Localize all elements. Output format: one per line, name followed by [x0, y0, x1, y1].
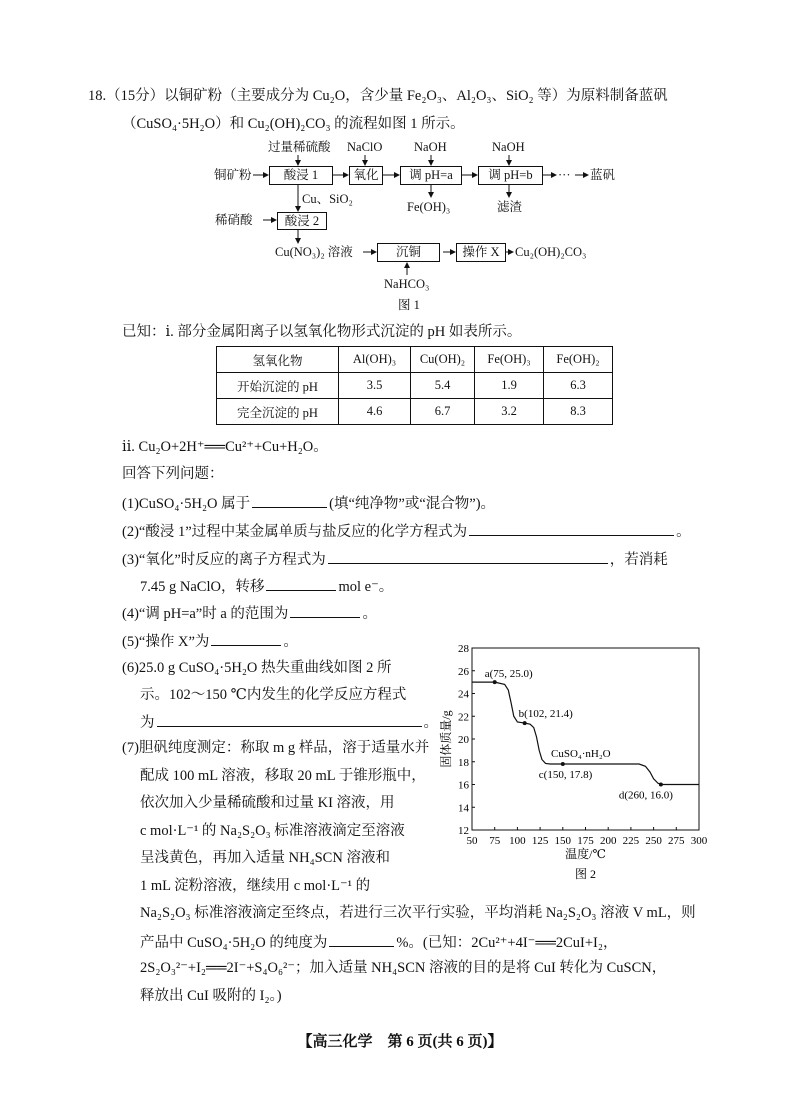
y-tick-label: 20: [458, 734, 469, 746]
plot-frame: [472, 648, 699, 830]
table-cell: 3.5: [339, 373, 411, 399]
figure-1-caption: 图 1: [398, 298, 420, 312]
question-text-segment: (4)“调 pH=a”时 a 的范围为: [122, 606, 289, 622]
question-line: [122, 630, 298, 652]
question-line: [122, 602, 377, 624]
question-text-segment: 。: [676, 524, 691, 540]
question-line: [140, 986, 282, 1006]
copper-nitrate-solution: Cu(NO₃)₂ 溶液: [275, 245, 353, 259]
table-row: [217, 373, 613, 399]
reagent-nitric-acid: 稀硝酸: [215, 213, 253, 227]
question-text-segment: 1 mL 淀粉溶液，继续用 c mol·L⁻¹ 的: [140, 878, 371, 894]
question-line: [140, 793, 395, 813]
question-text-segment: 。: [362, 606, 377, 622]
data-point: [493, 680, 497, 684]
table-cell: 3.2: [475, 399, 544, 425]
data-point: [561, 762, 565, 766]
answer-blank: [252, 492, 327, 508]
question-line: [140, 575, 393, 597]
data-label: d(260, 16.0): [618, 789, 673, 802]
y-tick-label: 26: [458, 665, 469, 678]
question-text-segment: (2)“酸浸 1”过程中某金属单质与盐反应的化学方程式为: [122, 524, 468, 540]
table-header: Fe(OH)₃: [475, 347, 544, 373]
mass-curve: [472, 682, 699, 784]
question-text-segment: 2S₂O₃²⁻+I₂══2I⁻+S₄O₆²⁻；加入适量 NH₄SCN 溶液的目的是将 CuI 转化为 CuSCN，: [140, 960, 667, 976]
table-cell: 4.6: [339, 399, 411, 425]
reagent-sulfuric-acid: 过量稀硫酸: [268, 140, 331, 154]
question-text-segment: 为: [140, 715, 155, 731]
question-line: [122, 658, 392, 678]
table-cell: 5.4: [411, 373, 475, 399]
x-tick-label: 75: [489, 835, 501, 847]
table-header: Fe(OH)₂: [544, 347, 613, 373]
y-tick-label: 16: [458, 779, 469, 792]
question-text-segment: 。: [283, 634, 298, 650]
question-text-segment: 回答下列问题：: [122, 466, 224, 482]
y-tick-label: 18: [458, 756, 469, 769]
answer-blank: [157, 711, 422, 727]
x-tick-label: 50: [466, 835, 478, 847]
box-acid-leach-2: 酸浸 2: [277, 212, 327, 230]
start-material: 铜矿粉: [214, 168, 252, 182]
reagent-naclo: NaClO: [347, 140, 383, 154]
question-text-segment: 配成 100 mL 溶液，移取 20 mL 于锥形瓶中，: [140, 768, 426, 784]
question-text-segment: (5)“操作 X”为: [122, 634, 210, 650]
question-text-segment: （CuSO₄·5H₂O）和 Cu₂(OH)₂CO₃ 的流程如图 1 所示。: [122, 116, 465, 132]
question-text-segment: 示。102～150 ℃内发生的化学反应方程式: [140, 687, 407, 703]
x-tick-label: 275: [668, 835, 685, 847]
data-label: c(150, 17.8): [538, 769, 593, 782]
table-cell: 8.3: [544, 399, 613, 425]
question-line: [122, 492, 495, 514]
table-header-row: [217, 347, 613, 373]
flowchart-arrows: [0, 0, 800, 320]
product-blue-vitriol: 蓝矾: [590, 168, 616, 182]
question-line: [140, 958, 666, 978]
question-line: [140, 711, 438, 733]
question-text-segment: 7.45 g NaClO，转移: [140, 579, 265, 595]
question-text-segment: 18.（15分）以铜矿粉（主要成分为 Cu₂O，含少量 Fe₂O₃、Al₂O₃、SiO₂ 等）为原料制备蓝矾: [88, 88, 668, 104]
answer-blank: [290, 602, 360, 618]
question-line: [140, 876, 370, 896]
table-cell: 6.3: [544, 373, 613, 399]
question-text-segment: 依次加入少量稀硫酸和过量 KI 溶液，用: [140, 795, 395, 811]
product-basic-copper-carbonate: Cu₂(OH)₂CO₃: [515, 245, 587, 259]
question-line: [122, 437, 328, 457]
data-point: [523, 721, 527, 725]
question-text-segment: ，若消耗: [609, 552, 668, 568]
x-tick-label: 250: [645, 835, 662, 847]
question-text-segment: ⅱ. Cu₂O+2H⁺══Cu²⁺+Cu+H₂O。: [122, 439, 328, 455]
question-text-segment: (3)“氧化”时反应的离子方程式为: [122, 552, 326, 568]
question-line: [122, 520, 691, 542]
table-cell: 开始沉淀的 pH: [217, 373, 339, 399]
answer-blank: [328, 548, 608, 564]
answer-blank: [329, 931, 394, 947]
question-text-segment: (7)胆矾纯度测定：称取 m g 样品，溶于适量水并: [122, 740, 430, 756]
data-point: [659, 783, 663, 787]
precipitate-feoh3: Fe(OH)₃: [407, 200, 451, 214]
reagent-naoh-1: NaOH: [414, 140, 447, 154]
question-line: [140, 685, 406, 705]
question-line: [122, 548, 668, 570]
figure-2-caption: 图 2: [574, 867, 597, 881]
y-tick-label: 12: [458, 825, 469, 837]
question-line: [140, 766, 426, 786]
answer-blank: [266, 575, 336, 591]
table-cell: 6.7: [411, 399, 475, 425]
x-tick-label: 300: [690, 835, 708, 847]
question-line: [140, 931, 617, 953]
table-row: [217, 399, 613, 425]
table-header: Cu(OH)₂: [411, 347, 475, 373]
x-tick-label: 225: [622, 835, 640, 847]
question-line: [140, 903, 696, 923]
question-line: [122, 464, 224, 484]
residue: 滤渣: [497, 200, 523, 214]
precipitation-ph-table: [216, 346, 613, 425]
answer-blank: [211, 630, 281, 646]
x-tick-label: 200: [599, 835, 617, 847]
question-text-segment: (1)CuSO₄·5H₂O 属于: [122, 496, 251, 512]
question-text-segment: 产品中 CuSO₄·5H₂O 的纯度为: [140, 935, 328, 951]
y-tick-label: 24: [458, 688, 469, 701]
page-footer: 【高三化学 第 6 页(共 6 页)】: [297, 1034, 503, 1050]
x-axis-label: 温度/℃: [565, 847, 606, 861]
question-text-segment: mol e⁻。: [338, 579, 394, 595]
data-label: a(75, 25.0): [484, 668, 533, 681]
reagent-nahco3: NaHCO₃: [384, 277, 430, 291]
table-header: Al(OH)₃: [339, 347, 411, 373]
box-acid-leach-1: 酸浸 1: [269, 166, 333, 185]
question-text-segment: (填“纯净物”或“混合物”)。: [329, 496, 496, 512]
question-text-segment: 已知：ⅰ. 部分金属阳离子以氢氧化物形式沉淀的 pH 如表所示。: [122, 324, 522, 340]
y-tick-label: 28: [458, 643, 469, 655]
box-copper-precipitation: 沉铜: [377, 243, 440, 262]
question-text-segment: Na₂S₂O₃ 标准溶液滴定至终点，若进行三次平行实验，平均消耗 Na₂S₂O₃ 溶液 V mL，则: [140, 905, 696, 921]
table-cell: 完全沉淀的 pH: [217, 399, 339, 425]
question-text-segment: 释放出 CuI 吸附的 I₂。): [140, 988, 282, 1004]
question-line: [140, 821, 405, 841]
box-oxidation: 氧化: [349, 166, 383, 185]
question-line: [122, 738, 429, 758]
question-text-segment: %。(已知：2Cu²⁺+4I⁻══2CuI+I₂，: [396, 935, 618, 951]
answer-blank: [469, 520, 674, 536]
question-line: [140, 848, 390, 868]
y-tick-label: 14: [458, 802, 469, 815]
box-operation-x: 操作 X: [456, 243, 506, 262]
y-axis-label: 固体质量/g: [439, 710, 453, 768]
x-tick-label: 125: [531, 835, 549, 847]
y-tick-label: 22: [458, 711, 469, 724]
box-adjust-ph-a: 调 pH=a: [400, 166, 462, 185]
question-text-segment: (6)25.0 g CuSO₄·5H₂O 热失重曲线如图 2 所: [122, 660, 392, 676]
x-tick-label: 150: [554, 835, 572, 847]
table-cell: 1.9: [475, 373, 544, 399]
region-label: CuSO₄·nH₂O: [550, 748, 611, 761]
x-tick-label: 175: [577, 835, 594, 847]
box-adjust-ph-b: 调 pH=b: [478, 166, 543, 185]
question-text-segment: c mol·L⁻¹ 的 Na₂S₂O₃ 标准溶液滴定至溶液: [140, 823, 405, 839]
x-tick-label: 100: [509, 835, 526, 847]
reagent-naoh-2: NaOH: [492, 140, 525, 154]
question-text-segment: 。: [423, 715, 438, 731]
question-text-segment: 呈浅黄色，再加入适量 NH₄SCN 溶液和: [140, 850, 390, 866]
data-label: b(102, 21.4): [518, 708, 573, 721]
question-line: [122, 322, 521, 342]
table-header: 氢氧化物: [217, 347, 339, 373]
solid-cu-sio2: Cu、SiO₂: [302, 192, 353, 206]
ellipsis: ···: [558, 168, 571, 182]
